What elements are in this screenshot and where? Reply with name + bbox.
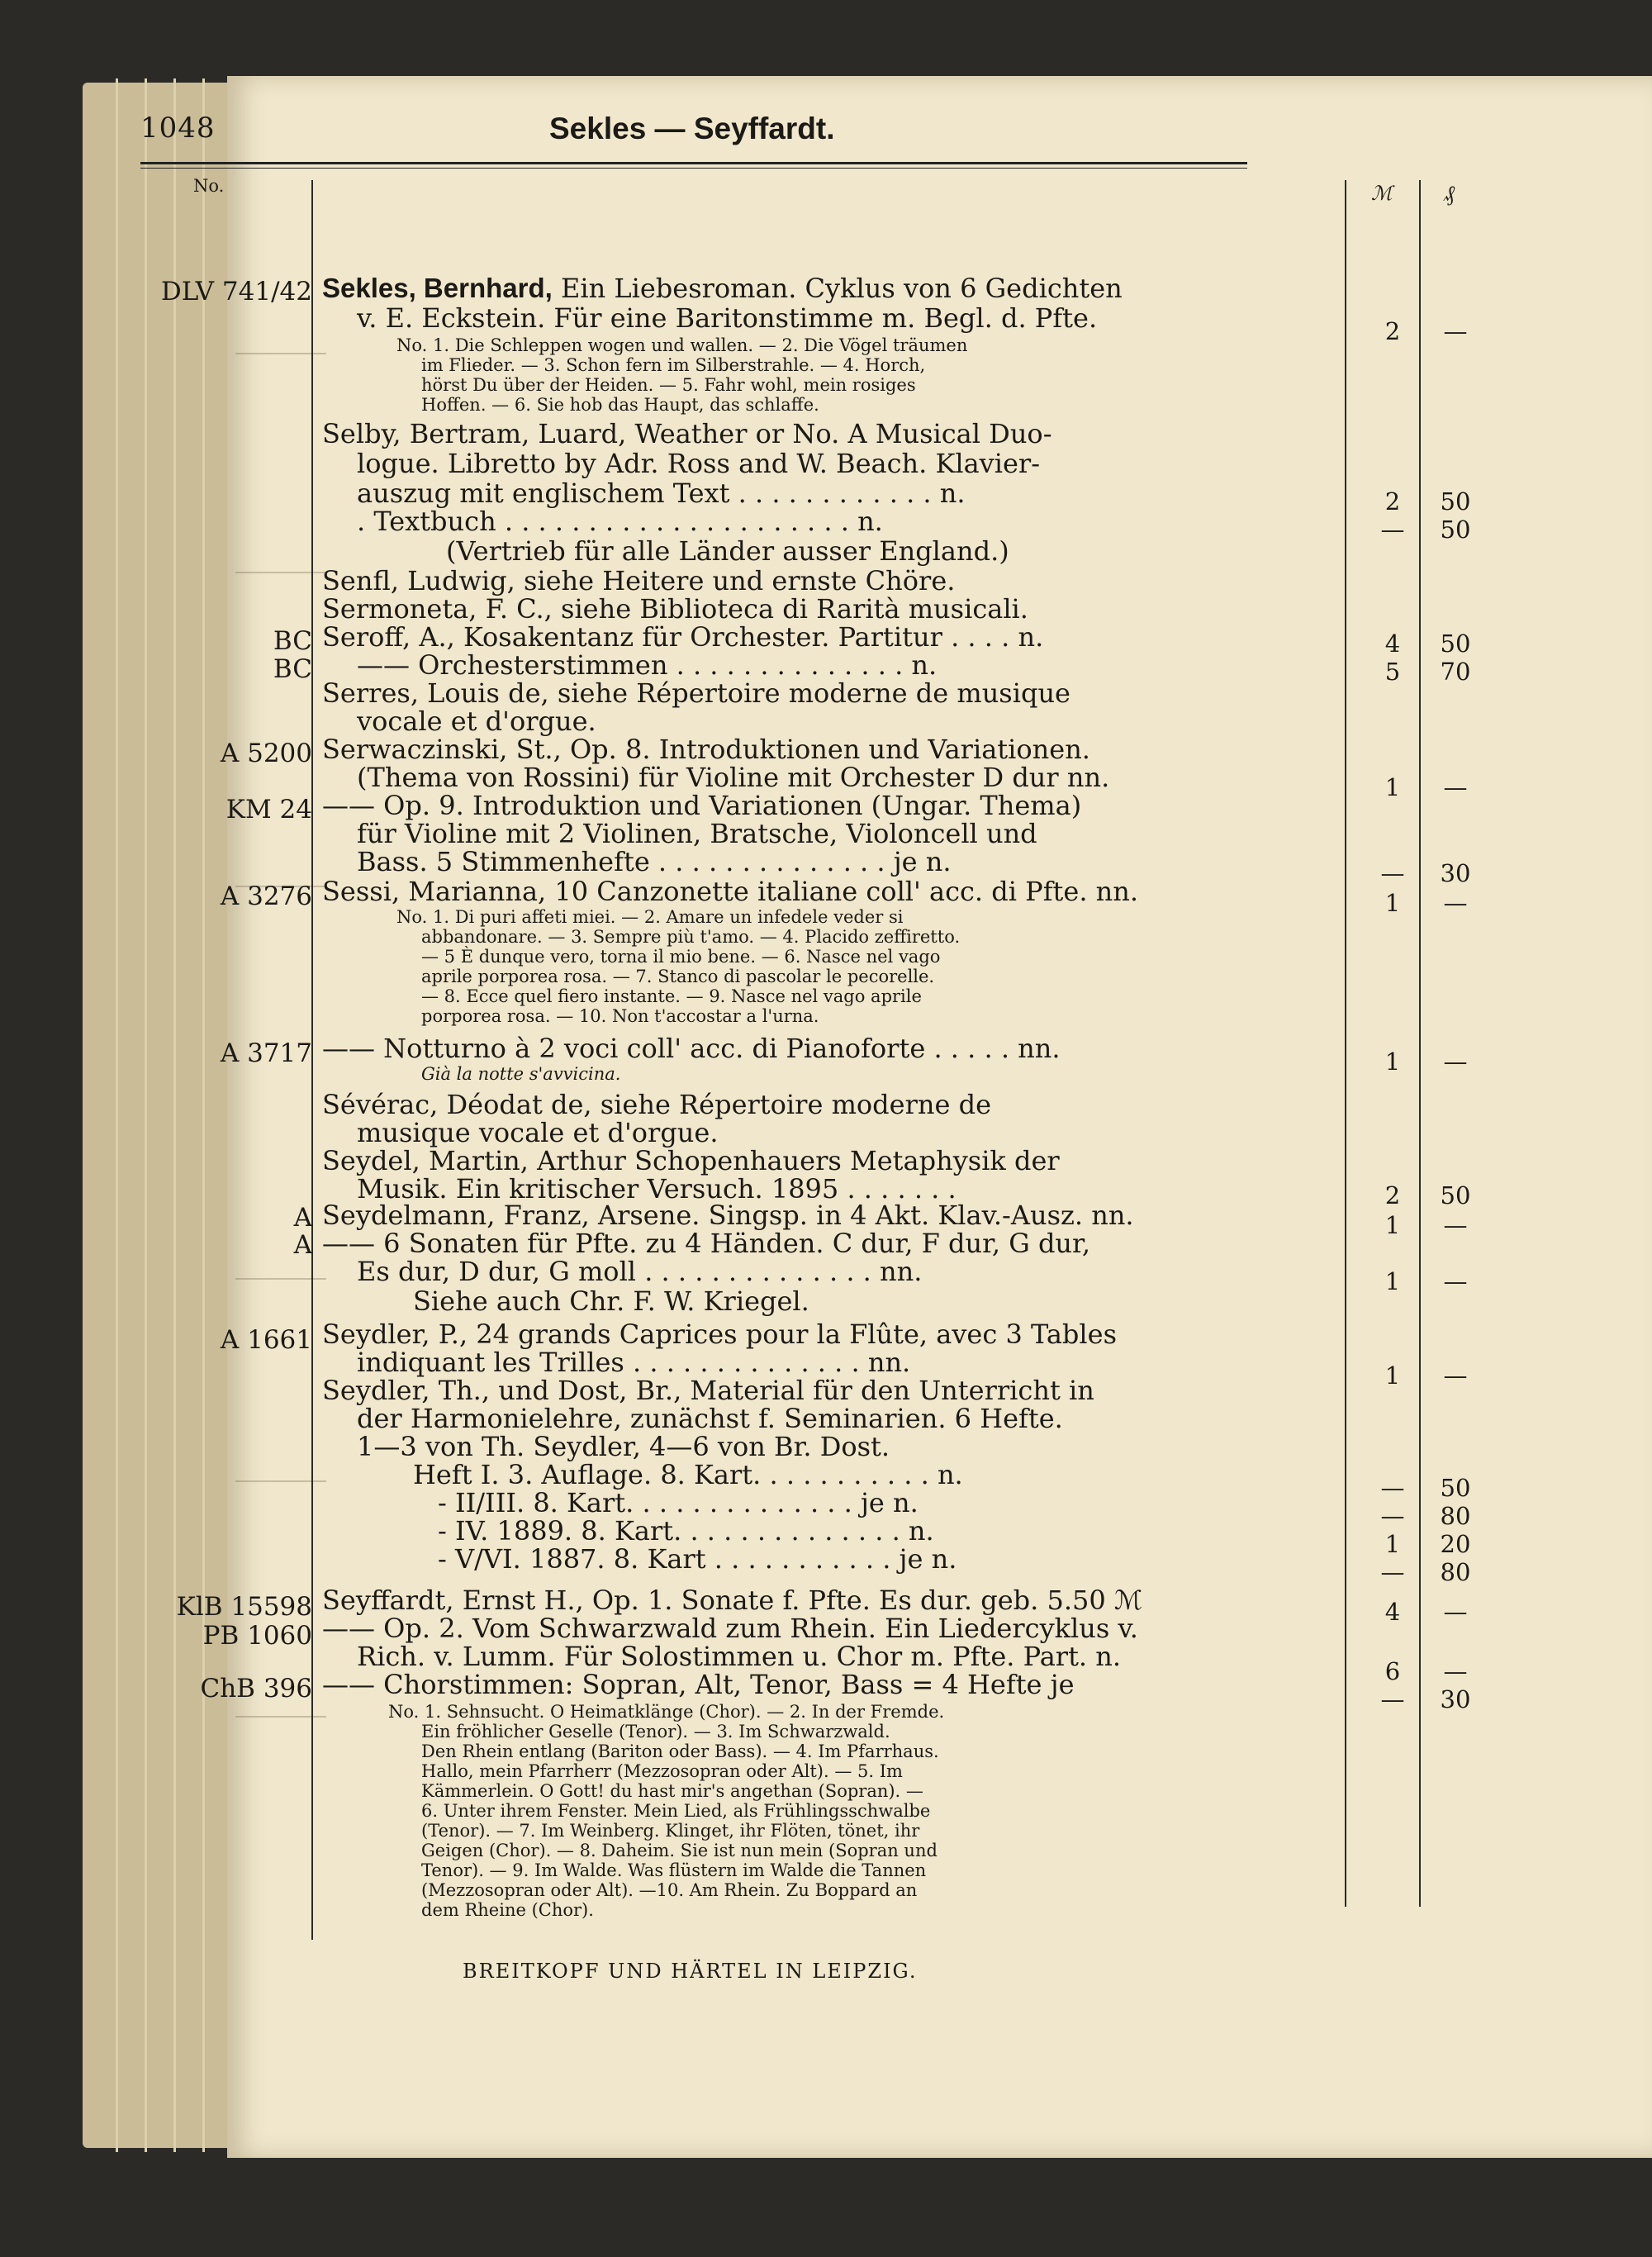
contents-line: hörst Du über der Heiden. — 5. Fahr wohl, mein rosiges [421, 375, 916, 395]
entry-line: —— 6 Sonaten für Pfte. zu 4 Händen. C dur, F dur, G dur, [322, 1228, 1090, 1259]
price-pf: 50 [1440, 1181, 1471, 1209]
contents-line: abbandonare. — 3. Sempre più t'amo. — 4. Placido zeffiretto. [421, 927, 961, 947]
page-edge-line [202, 78, 205, 2152]
price-mark: 1 [1384, 889, 1401, 917]
price-mark: — [1380, 516, 1405, 544]
price-pf: 50 [1440, 487, 1471, 516]
contents-line: porporea rosa. — 10. Non t'accostar a l'urna. [421, 1006, 819, 1026]
entry-line: Rich. v. Lumm. Für Solostimmen u. Chor m. Pfte. Part. n. [357, 1641, 1122, 1672]
price-mark: 4 [1384, 630, 1401, 658]
price-pf: 80 [1440, 1558, 1471, 1586]
entry-line: Serwaczinski, St., Op. 8. Introduktionen und Variationen. [322, 734, 1090, 765]
price-mark: 1 [1384, 1361, 1401, 1390]
entry-line: Senfl, Ludwig, siehe Heitere und ernste Chöre. [322, 565, 956, 596]
contents-line: dem Rheine (Chor). [421, 1900, 594, 1920]
entry-number: A 3717 [220, 1038, 312, 1068]
contents-line: aprile porporea rosa. — 7. Stanco di pascolar le pecorelle. [421, 967, 935, 986]
contents-line: im Flieder. — 3. Schon fern im Silberstrahle. — 4. Horch, [421, 355, 926, 375]
price-mark: 1 [1384, 1267, 1401, 1295]
entry-line: Seydler, P., 24 grands Caprices pour la Flûte, avec 3 Tables [322, 1319, 1117, 1350]
price-pf: 50 [1440, 630, 1471, 658]
entry-number: PB 1060 [202, 1621, 312, 1651]
entry-line: Seydler, Th., und Dost, Br., Material für den Unterricht in [322, 1375, 1094, 1406]
entry-line: Serres, Louis de, siehe Répertoire moderne de musique [322, 677, 1070, 709]
entry-line: indiquant les Trilles . . . . . . . . . . . . . . nn. [357, 1347, 911, 1378]
contents-line: Den Rhein entlang (Bariton oder Bass). — 4. Im Pfarrhaus. [421, 1741, 939, 1761]
price-mark: 6 [1384, 1657, 1401, 1685]
entry-line: Sessi, Marianna, 10 Canzonette italiane coll' acc. di Pfte. nn. [322, 876, 1139, 907]
price-pf: — [1443, 889, 1468, 917]
price-mark: — [1380, 859, 1405, 887]
price-pf: — [1443, 1657, 1468, 1685]
price-mark: — [1380, 1558, 1405, 1586]
entry-line: der Harmonielehre, zunächst f. Seminarien. 6 Hefte. [357, 1403, 1063, 1434]
entry-number: KM 24 [225, 795, 312, 824]
entry-line: —— Op. 9. Introduktion und Variationen (Ungar. Thema) [322, 790, 1082, 821]
header-rule [140, 162, 1247, 164]
entry-number: ChB 396 [200, 1674, 312, 1703]
page-edge-line [173, 78, 176, 2152]
column-head-pf: ₰ [1444, 182, 1455, 207]
contents-line: Hoffen. — 6. Sie hob das Haupt, das schlaffe. [421, 395, 819, 415]
contents-line: — 8. Ecce quel fiero instante. — 9. Nasce nel vago aprile [421, 986, 922, 1006]
entry-line: musique vocale et d'orgue. [357, 1117, 719, 1148]
header-rule-thin [140, 168, 1247, 169]
incipit-line: Già la notte s'avvicina. [421, 1064, 621, 1084]
entry-line: (Vertrieb für alle Länder ausser England.) [446, 535, 1009, 567]
entry-number: A 5200 [220, 739, 312, 768]
contents-line: Tenor). — 9. Im Walde. Was flüstern im Walde die Tannen [421, 1860, 927, 1880]
entry-line: Sermoneta, F. C., siehe Biblioteca di Rarità musicali. [322, 593, 1028, 625]
entry-line: —— Orchesterstimmen . . . . . . . . . . . . . . n. [357, 649, 938, 681]
price-pf: 50 [1440, 1474, 1471, 1502]
contents-line: No. 1. Die Schleppen wogen und wallen. — 2. Die Vögel träumen [396, 335, 968, 355]
entry-line: Selby, Bertram, Luard, Weather or No. A Musical Duo- [322, 418, 1052, 449]
contents-line: (Tenor). — 7. Im Weinberg. Klinget, ihr Flöten, tönet, ihr [421, 1821, 920, 1841]
entry-line: Es dur, D dur, G moll . . . . . . . . . . . . . . nn. [357, 1256, 923, 1287]
price-mark: 2 [1384, 487, 1401, 516]
price-pf: 30 [1440, 859, 1471, 887]
book-edge [83, 83, 248, 2148]
running-title: Sekles — Seyffardt. [549, 112, 835, 145]
entry-line: Musik. Ein kritischer Versuch. 1895 . . . . . . . [357, 1173, 957, 1205]
entry-number: A 1661 [220, 1325, 312, 1355]
entry-line: Sévérac, Déodat de, siehe Répertoire moderne de [322, 1089, 992, 1120]
entry-number: A 3276 [220, 881, 312, 911]
contents-line: Hallo, mein Pfarrherr (Mezzosopran oder Alt). — 5. Im [421, 1761, 903, 1781]
entry-line: Heft I. 3. Auflage. 8. Kart. . . . . . . . . . . n. [413, 1459, 963, 1490]
entry-number: BC [273, 626, 312, 656]
entry-line: (Thema von Rossini) für Violine mit Orchester D dur nn. [357, 762, 1110, 793]
price-mark: — [1380, 1685, 1405, 1713]
contents-line: (Mezzosopran oder Alt). —10. Am Rhein. Zu Boppard an [421, 1880, 918, 1900]
price-mark: 1 [1384, 773, 1401, 801]
contents-line: — 5 È dunque vero, torna il mio bene. — 6. Nasce nel vago [421, 947, 941, 967]
contents-line: No. 1. Di puri affeti miei. — 2. Amare un infedele veder si [396, 907, 904, 927]
contents-line: Geigen (Chor). — 8. Daheim. Sie ist nun mein (Sopran und [421, 1841, 938, 1860]
contents-line: No. 1. Sehnsucht. O Heimatklänge (Chor). — 2. In der Fremde. [388, 1702, 945, 1722]
price-pf: 50 [1440, 516, 1471, 544]
price-mark: 1 [1384, 1211, 1401, 1239]
entry-line: 1—3 von Th. Seydler, 4—6 von Br. Dost. [357, 1431, 890, 1462]
price-pf: — [1443, 773, 1468, 801]
price-pf: 70 [1440, 658, 1471, 686]
entry-line: - IV. 1889. 8. Kart. . . . . . . . . . . . . . n. [438, 1515, 934, 1547]
price-mark: — [1380, 1502, 1405, 1530]
entry-text-tail: Ein Liebesroman. Cyklus von 6 Gedichten [560, 273, 1123, 304]
publisher-footer: BREITKOPF UND HÄRTEL IN LEIPZIG. [463, 1960, 918, 1983]
price-mark: 4 [1384, 1598, 1401, 1626]
page-edge-line [116, 78, 118, 2152]
entry-number: BC [273, 654, 312, 684]
column-rule-pf [1419, 180, 1421, 1907]
entry-line: - II/III. 8. Kart. . . . . . . . . . . . . . je n. [438, 1487, 919, 1518]
entry-line: Seyffardt, Ernst H., Op. 1. Sonate f. Pfte. Es dur. geb. 5.50 ℳ [322, 1585, 1143, 1616]
entry-line: —— Chorstimmen: Sopran, Alt, Tenor, Bass = 4 Hefte je [322, 1669, 1075, 1700]
entry-number: KlB 15598 [176, 1592, 312, 1622]
entry-line: Bass. 5 Stimmenhefte . . . . . . . . . . . . . . je n. [357, 846, 952, 877]
price-pf: — [1443, 1267, 1468, 1295]
entry-line: —— Notturno à 2 voci coll' acc. di Pianoforte . . . . . nn. [322, 1033, 1061, 1064]
contents-line: 6. Unter ihrem Fenster. Mein Lied, als Frühlingsschwalbe [421, 1801, 931, 1821]
price-mark: 5 [1384, 658, 1401, 686]
entry-line: Seroff, A., Kosakentanz für Orchester. Partitur . . . . n. [322, 621, 1044, 653]
column-head-mark: ℳ [1371, 182, 1393, 205]
price-pf: — [1443, 1361, 1468, 1390]
contents-line: Ein fröhlicher Geselle (Tenor). — 3. Im Schwarzwald. [421, 1722, 890, 1741]
price-mark: — [1380, 1474, 1405, 1502]
price-pf: — [1443, 317, 1468, 345]
page-edge-line [145, 78, 147, 2152]
entry-line: —— Op. 2. Vom Schwarzwald zum Rhein. Ein Liedercyklus v. [322, 1613, 1138, 1644]
entry-number: A [293, 1230, 312, 1260]
price-mark: 1 [1384, 1048, 1401, 1076]
entry-line: . Textbuch . . . . . . . . . . . . . . . . . . . . . n. [357, 506, 883, 537]
price-pf: — [1443, 1598, 1468, 1626]
entry-sekles-line1: Sekles, Bernhard, Ein Liebesroman. Cyklus von 6 Gedichten [322, 273, 1123, 304]
contents-line: Kämmerlein. O Gott! du hast mir's angethan (Sopran). — [421, 1781, 923, 1801]
entry-line: auszug mit englischem Text . . . . . . . . . . . . n. [357, 478, 966, 509]
entry-line: Siehe auch Chr. F. W. Kriegel. [413, 1285, 809, 1317]
price-pf: 80 [1440, 1502, 1471, 1530]
entry-number: DLV 741/42 [160, 277, 312, 306]
entry-line: für Violine mit 2 Violinen, Bratsche, Violoncell und [357, 818, 1037, 849]
entry-line: v. E. Eckstein. Für eine Baritonstimme m. Begl. d. Pfte. [357, 302, 1098, 334]
price-pf: 20 [1440, 1530, 1471, 1558]
entry-line: vocale et d'orgue. [357, 706, 596, 737]
entry-number: A [293, 1203, 312, 1233]
entry-line: Seydelmann, Franz, Arsene. Singsp. in 4 Akt. Klav.-Ausz. nn. [322, 1200, 1134, 1231]
price-mark: 1 [1384, 1530, 1401, 1558]
price-mark: 2 [1384, 317, 1401, 345]
entry-line: logue. Libretto by Adr. Ross and W. Beach. Klavier- [357, 448, 1041, 479]
entry-line: - V/VI. 1887. 8. Kart . . . . . . . . . . . je n. [438, 1543, 957, 1575]
page-number: 1048 [140, 112, 216, 145]
price-pf: — [1443, 1211, 1468, 1239]
price-pf: — [1443, 1048, 1468, 1076]
price-pf: 30 [1440, 1685, 1471, 1713]
entry-line: Seydel, Martin, Arthur Schopenhauers Metaphysik der [322, 1145, 1060, 1176]
price-mark: 2 [1384, 1181, 1401, 1209]
column-head-no: No. [193, 176, 225, 196]
